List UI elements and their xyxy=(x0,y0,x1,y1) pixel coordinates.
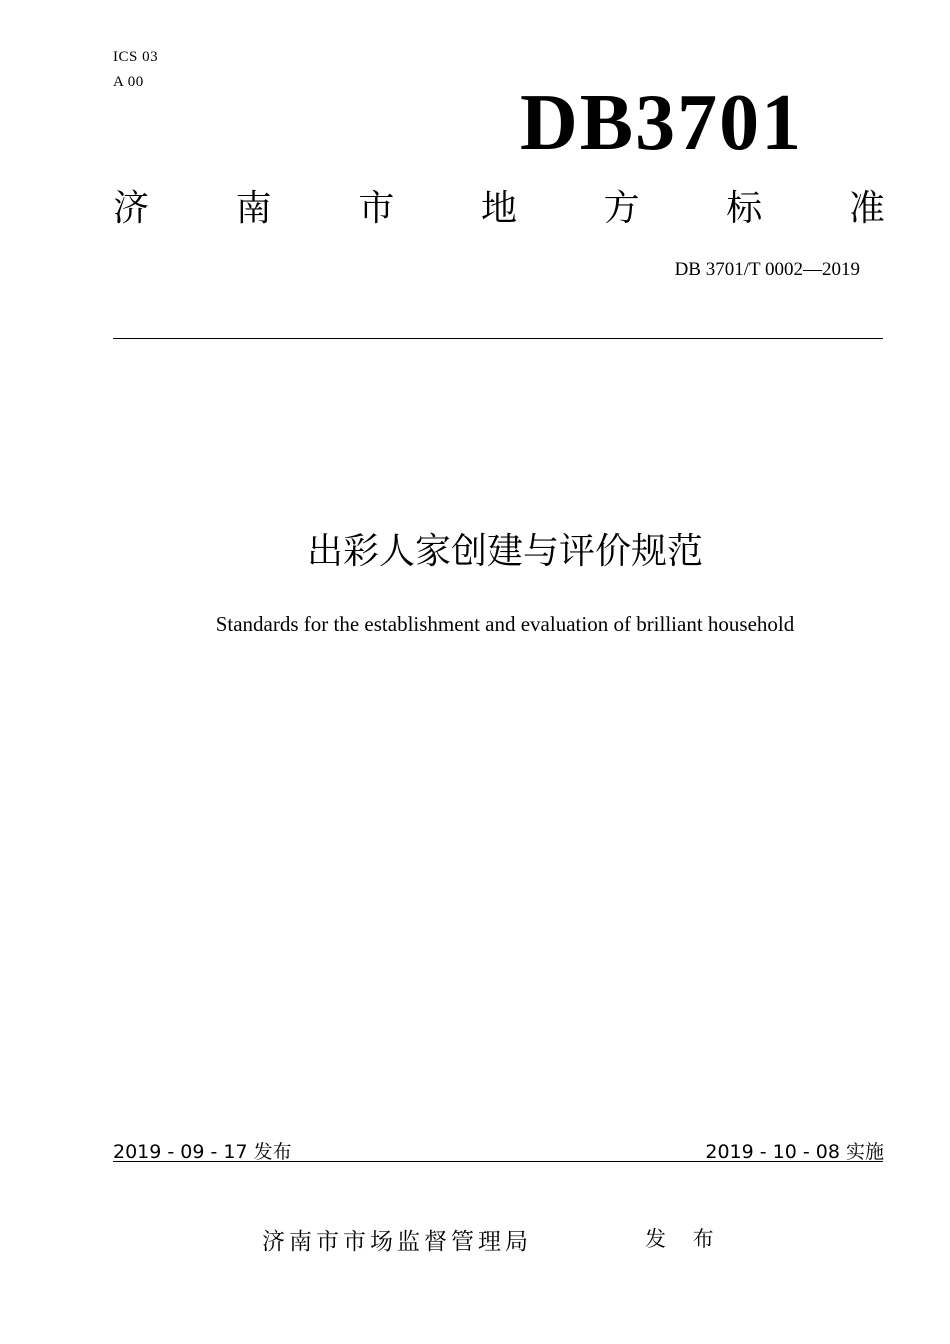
standard-type-heading xyxy=(113,186,885,232)
document-title-chinese: 出彩人家创建与评价规范 xyxy=(306,531,703,572)
bottom-divider xyxy=(113,1161,883,1162)
standard-type-char: 标 xyxy=(726,188,763,229)
standard-type-char: 准 xyxy=(848,188,885,229)
standard-code-large: DB3701 xyxy=(520,79,804,167)
standard-type-char: 市 xyxy=(358,188,395,229)
top-divider xyxy=(113,338,883,339)
document-title-english: Standards for the establishment and evaluation of brilliant household xyxy=(215,612,795,636)
ccs-code: A 00 xyxy=(113,74,144,90)
standard-type-char: 地 xyxy=(480,188,517,229)
issuing-authority: 济南市市场监督管理局 xyxy=(262,1229,532,1255)
publish-label: 发 布 xyxy=(645,1227,724,1251)
standard-type-char: 济 xyxy=(113,188,150,229)
issue-date: 2019 - 09 - 17 发布 xyxy=(113,1141,292,1163)
standard-type-char: 南 xyxy=(235,188,272,229)
ics-code: ICS 03 xyxy=(113,49,159,65)
standard-type-char: 方 xyxy=(603,188,640,229)
implementation-date: 2019 - 10 - 08 实施 xyxy=(705,1141,884,1163)
standard-number: DB 3701/T 0002—2019 xyxy=(674,259,860,280)
